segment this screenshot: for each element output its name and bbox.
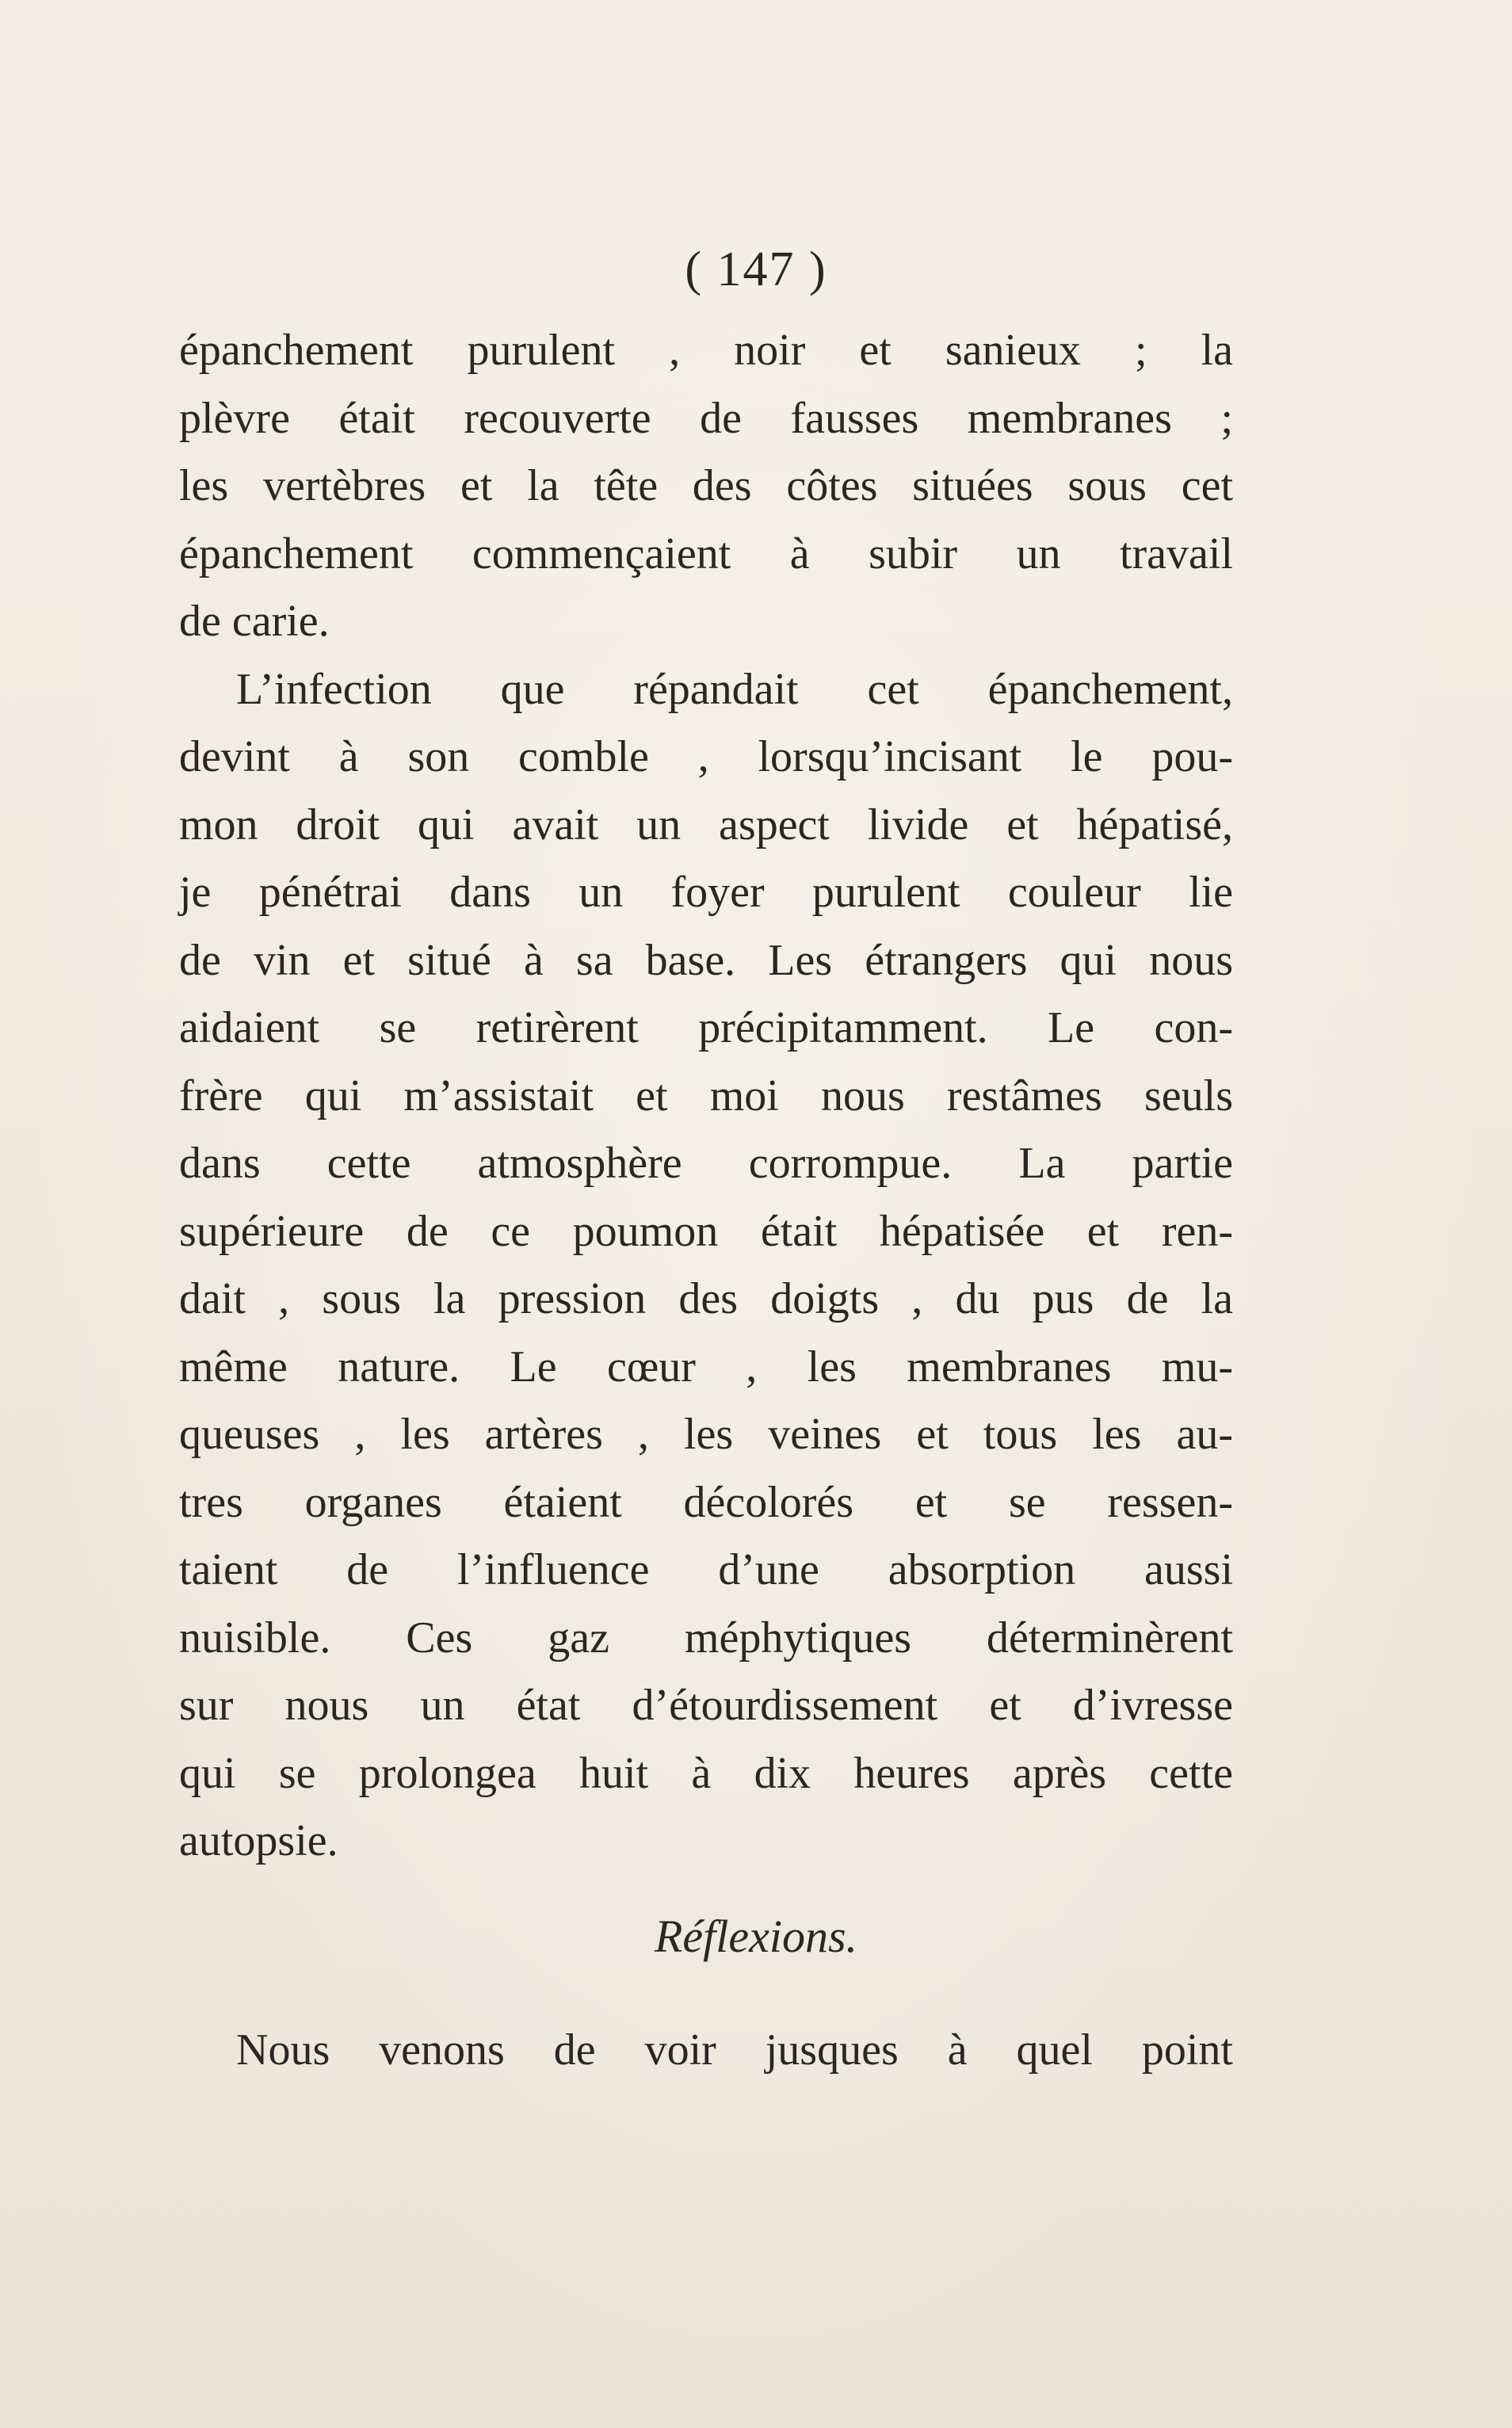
text-line: sur nous un état d’étourdissement et d’ivresse: [179, 1681, 1233, 1730]
text-line: nuisible. Ces gaz méphytiques déterminèrent: [179, 1613, 1233, 1663]
text-line: même nature. Le cœur , les membranes mu-: [179, 1342, 1233, 1392]
text-line: épanchement purulent , noir et sanieux ; la: [179, 326, 1233, 375]
text-line: de carie.: [179, 597, 330, 646]
text-line: je pénétrai dans un foyer purulent couleur lie: [179, 868, 1233, 917]
text-line: épanchement commençaient à subir un travail: [179, 529, 1233, 578]
text-line: supérieure de ce poumon était hépatisée et ren-: [179, 1206, 1233, 1256]
text-line: frère qui m’assistait et moi nous restâmes seuls: [179, 1071, 1233, 1120]
text-line: de vin et situé à sa base. Les étrangers qui nous: [179, 935, 1233, 985]
text-line: tres organes étaient décolorés et se ressen-: [179, 1477, 1233, 1527]
text-line: dait , sous la pression des doigts , du pus de la: [179, 1274, 1233, 1323]
body-text: [179, 317, 1233, 1876]
text-line: aidaient se retirèrent précipitamment. Le con-: [179, 1003, 1233, 1052]
page-number: ( 147 ): [685, 242, 827, 296]
text-line: autopsie.: [179, 1816, 338, 1865]
section-heading: Réflexions.: [654, 1911, 858, 1962]
text-line: mon droit qui avait un aspect livide et hépatisé,: [179, 800, 1233, 849]
text-line: plèvre était recouverte de fausses membranes ;: [179, 393, 1233, 443]
text-line: L’infection que répandait cet épanchement,: [236, 664, 1233, 714]
text-line: devint à son comble , lorsqu’incisant le pou-: [179, 732, 1233, 781]
text-line: queuses , les artères , les veines et tous les au-: [179, 1410, 1233, 1459]
text-line: taient de l’influence d’une absorption aussi: [179, 1545, 1233, 1594]
text-line: dans cette atmosphère corrompue. La partie: [179, 1139, 1233, 1188]
text-line: qui se prolongea huit à dix heures après cette: [179, 1748, 1233, 1798]
text-line: Nous venons de voir jusques à quel point: [236, 2025, 1233, 2075]
text-line: les vertèbres et la tête des côtes situées sous cet: [179, 461, 1233, 510]
